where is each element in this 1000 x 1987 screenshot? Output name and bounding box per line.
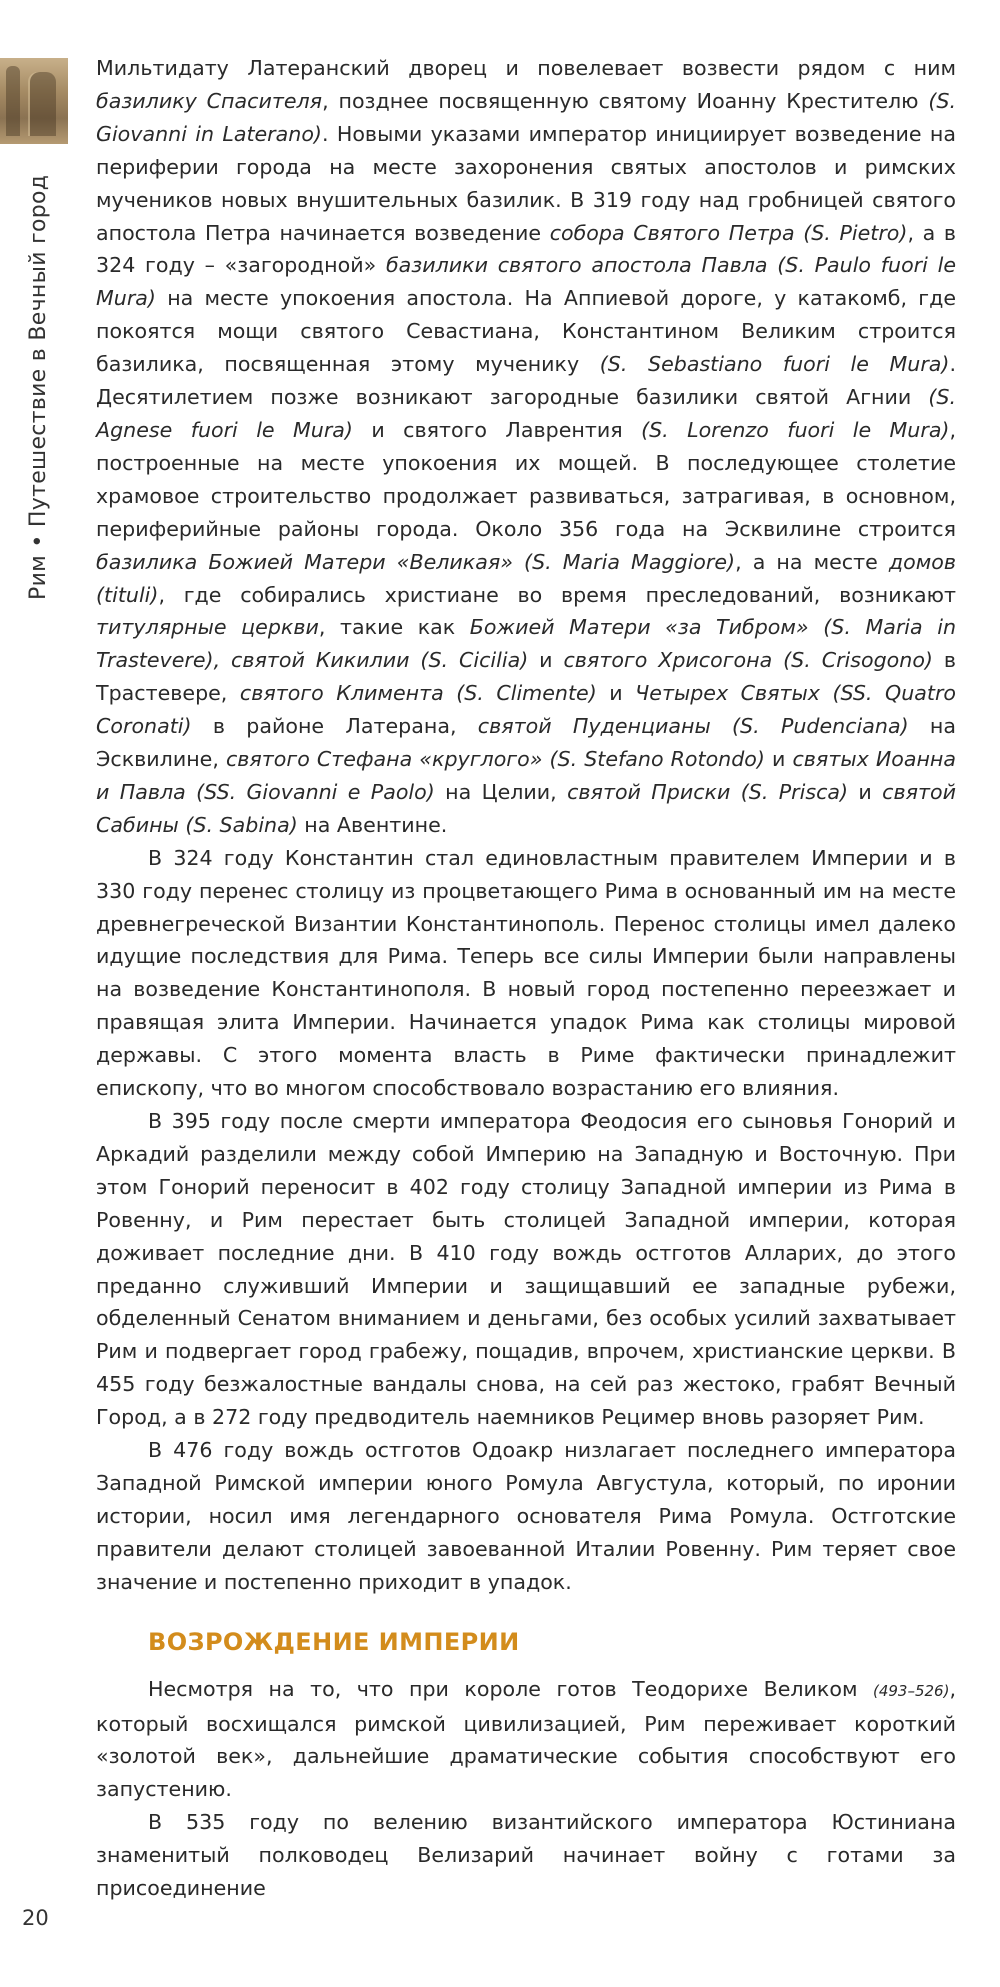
paragraph-2: В 324 году Константин стал единовластным правителем Империи и в 330 году перенес столицу из процветающего Рима в основанный им на месте древнегреческой Византии Константинополь. Перенос столицы имел далеко идущие последствия для Рима. Теперь все силы Империи были направлены на возведение Константинополя. В новый город постепенно переезжает и правящая элита Империи. Начинается упадок Рима как столицы мировой державы. С этого момента власть в Риме фактически принадлежит епископу, что во многом способствовало возрастанию его влияния. <box>96 845 956 1101</box>
italic-term: Божией Матери «за Тибром» (S. Maria in Trastevere), святой Кикилии (S. Cicilia) <box>96 615 956 673</box>
italic-term: святой Пуденцианы (S. Pudenciana) <box>477 714 909 739</box>
text-run: , позднее посвященную святому Иоанну Крестителю <box>322 88 929 113</box>
reign-dates: (493–526) <box>872 1681 950 1700</box>
italic-term: Четырех Святых (SS. Quatro Coronati) <box>96 681 957 739</box>
text-run: , который восхищался римской цивилизацией, Рим переживает короткий «золотой век», дальнейшие драматические события способствуют его запустению. <box>96 1676 956 1802</box>
side-running-title: Рим • Путешествие в Вечный город <box>26 174 51 600</box>
paragraph-1 <box>96 52 956 842</box>
text-run: , построенные на месте упокоения их мощей. В последующее столетие храмовое строительство продолжает развиваться, затрагивая, в основном, периферийные районы города. Около 356 года на Эсквилине строится <box>96 417 957 541</box>
text-run: и <box>848 779 883 804</box>
italic-term: домов (tituli) <box>96 549 956 607</box>
italic-term: (S. Sebastiano fuori le Mura) <box>599 352 950 377</box>
text-run: в районе Латерана, <box>191 714 478 739</box>
text-run: и <box>528 648 564 673</box>
text-run: на Целии, <box>434 779 568 804</box>
text-run: на Авентине. <box>297 812 448 837</box>
italic-term: (S. Agnese fuori le Mura) <box>96 385 956 442</box>
text-run: . Новыми указами император инициирует возведение на периферии города на месте захоронения святых апостолов и римских мучеников новых внушительных базилик. В 319 году над гробницей святого апостола Петра начинается возведение <box>96 121 957 245</box>
text-run: на Эсквилине, <box>96 714 956 772</box>
italic-term: святой Приски (S. Prisca) <box>567 779 849 804</box>
paragraph-6: В 535 году по велению византийского императора Юстиниана знаменитый полководец Велизарий начинает войну с готами за присоединение <box>96 1810 956 1901</box>
text-run: в Трастевере, <box>96 648 957 706</box>
text-run: и <box>764 747 793 772</box>
paragraph-4: В 476 году вождь остготов Одоакр низлагает последнего императора Западной Римской империи юного Ромула Августула, который, по иронии истории, носил имя легендарного основателя Рима Ромула. Остготские правители делают столицей завоеванной Италии Ровенну. Рим теряет свое значение и постепенно приходит в упадок. <box>96 1438 956 1594</box>
italic-term: святого Хрисогона (S. Crisogono) <box>563 648 933 673</box>
text-run: , а в 324 году – «загородной» <box>96 220 956 278</box>
text-run: . Десятилетием позже возникают загородные базилики святой Агнии <box>96 352 956 410</box>
text-run: и святого Лаврентия <box>352 417 642 442</box>
text-run: Несмотря на то, что при короле готов Теодорихе Великом <box>148 1676 873 1701</box>
italic-term: святого Климента (S. Climente) <box>239 681 597 706</box>
text-run: , а на месте <box>735 549 889 574</box>
italic-term: базилики святого апостола Павла (S. Paulo fuori le Mura) <box>96 253 956 311</box>
relief-thumbnail-image <box>0 58 68 144</box>
section-heading: ВОЗРОЖДЕНИЕ ИМПЕРИИ <box>148 1627 520 1656</box>
italic-term: святой Сабины (S. Sabina) <box>96 779 956 837</box>
page-number: 20 <box>22 1906 49 1930</box>
text-run: на месте упокоения апостола. На Аппиевой дороге, у катакомб, где покоятся мощи святого Севастиана, Константином Великим строится базилика, посвященная этому мученику <box>96 286 956 377</box>
text-run: Мильтидату Латеранский дворец и повелевает возвести рядом с ним <box>96 56 956 80</box>
italic-term: святого Стефана «круглого» (S. Stefano Rotondo) <box>225 747 765 772</box>
italic-term: святых Иоанна и Павла (SS. Giovanni e Paolo) <box>96 747 956 804</box>
paragraph-5 <box>96 1673 956 1807</box>
paragraph-3: В 395 году после смерти императора Феодосия его сыновья Гонорий и Аркадий разделили между собой Империю на Западную и Восточную. При этом Гонорий переносит в 402 году столицу Западной империи из Рима в Ровенну, и Рим перестает быть столицей Западной империи, которая доживает последние дни. В 410 году вождь остготов Алларих, до этого преданно служивший Империи и защищавший ее западные рубежи, обделенный Сенатом вниманием и деньгами, без особых усилий захватывает Рим и подвергает город грабежу, пощадив, впрочем, христианские церкви. В 455 году безжалостные вандалы снова, на сей раз жестоко, грабят Вечный Город, а в 272 году предводитель наемников Рецимер вновь разоряет Рим. <box>96 1109 956 1430</box>
text-run: , такие как <box>318 615 470 640</box>
italic-term: базилика Божией Матери «Великая» (S. Maria Maggiore) <box>96 549 736 574</box>
italic-term: собора Святого Петра (S. Pietro) <box>549 220 908 245</box>
italic-term: базилику Спасителя <box>96 88 323 113</box>
italic-term: (S. Lorenzo fuori le Mura) <box>641 417 950 442</box>
text-run: , где собирались христиане во время преследований, возникают <box>158 582 956 607</box>
italic-term: (S. Giovanni in Laterano) <box>96 88 957 146</box>
italic-term: титулярные церкви <box>96 615 319 640</box>
text-run: и <box>596 681 636 706</box>
main-text-column <box>96 52 956 1905</box>
